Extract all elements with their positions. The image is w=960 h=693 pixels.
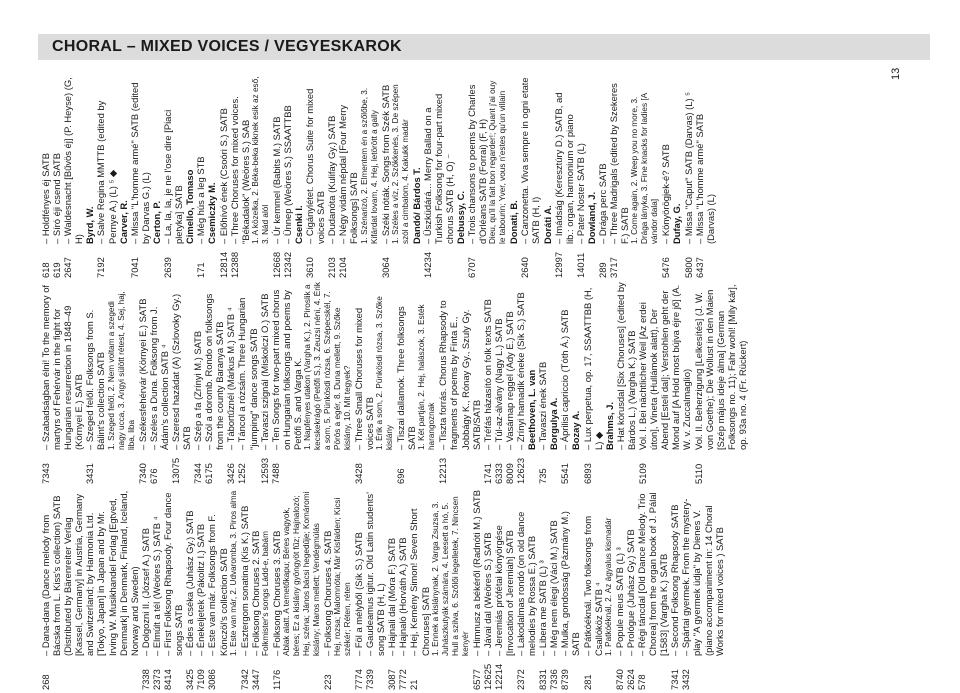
work-contents: 1. Két partján, 2. Hej, halászok, 3. Esték harangoznak — [417, 304, 437, 450]
catalog-entry — [660, 76, 671, 278]
catalog-number: 7340 — [136, 463, 148, 484]
catalog-number: 12388 — [228, 251, 240, 278]
catalog-entry — [559, 488, 581, 690]
work-title: – Tábortűznél (Márkus M.) SATB ⁴ — [225, 307, 237, 450]
catalog-number: 3717 — [608, 257, 620, 278]
catalog-number: 1741 — [481, 463, 493, 484]
catalog-entry — [137, 282, 148, 484]
work-title: – Folksong Choruses 2. SATB — [249, 530, 261, 656]
work-title: – Cigánylétet. Chorus Suite for mixed voices SATB — [304, 88, 327, 244]
catalog-number: 6437 — [693, 257, 705, 278]
catalog-number: 676 — [147, 468, 159, 484]
catalog-entry — [395, 282, 437, 484]
work-title: – Síró éji csend SATB — [51, 152, 63, 244]
work-title: – Áprilisi capriccio (Tóth Á.) SATB — [559, 309, 571, 450]
work-title: – Hej, Kemény Simon! Seven Short Choruses] SATB — [408, 508, 431, 656]
work-contents: Dieu, qu'il la fait bon regarder!; Quant j'ai ouy le tabourin; Yver, vous n'estes qu'un villain — [488, 80, 508, 244]
catalog-number: 12214 — [492, 663, 504, 690]
composer-heading: Csemiczky M. — [206, 182, 218, 244]
catalog-entry — [95, 76, 117, 278]
catalog-entry — [694, 76, 716, 278]
work-title: – Föl a mélyből (Sík S.) SATB — [352, 532, 364, 656]
catalog-column-1 — [40, 488, 725, 690]
catalog-entry — [84, 282, 136, 484]
catalog-entry — [637, 282, 692, 484]
catalog-entry — [236, 282, 258, 484]
composer-heading: Debussy, C. — [455, 191, 466, 244]
work-title: – Libera me SATB (L) ³ — [537, 560, 549, 656]
work-title: – Three Small Choruses for mixed voices SATB — [352, 307, 376, 450]
composer-heading: Carver, R. — [117, 200, 129, 244]
catalog-entry — [148, 282, 170, 484]
catalog-number: 171 — [195, 262, 207, 278]
catalog-entry — [203, 282, 225, 484]
work-contents: 1. Érik a som, 2. Pünkösdi rózsa, 3. Szőke kislány — [375, 296, 395, 450]
catalog-number: 2640 — [519, 257, 531, 278]
work-title: – Lakodalmas rondó (on old dance melodies by Rossa E.) SATB — [515, 511, 538, 656]
catalog-entry — [271, 488, 322, 690]
catalog-entry — [422, 76, 455, 278]
work-title: – Pater Noster SATB (L) — [574, 143, 586, 244]
catalog-number: 3431 — [84, 463, 96, 484]
catalog-number: 14234 — [421, 251, 433, 278]
catalog-number: 12997 — [552, 251, 564, 278]
work-title: – Tréfás házasító on folk texts SATB — [481, 299, 493, 450]
work-title: – Szép a fa (Zrínyi M.) SATB — [192, 330, 204, 450]
catalog-entry — [62, 76, 84, 278]
catalog-number: 6893 — [581, 463, 593, 484]
work-title: – Táncol a rózsám. Three Hungarian "jumping" dance songs SATB — [236, 297, 259, 450]
catalog-entry — [482, 282, 493, 484]
work-title: – Missa "L'homme armé" SATB (Darvas) (L) — [693, 113, 716, 244]
catalog-number: 5109 — [637, 463, 649, 484]
work-title: – Széles a Duna. Folksong from J. Ádám's collection SATB ⁴ — [147, 306, 170, 450]
catalog-entry — [437, 282, 481, 484]
catalog-entry — [192, 282, 203, 484]
work-contents: 1. Szénarizó, 2. Elmentem én a szőlőbe, 3. Kifárdat lovam, 4. Hej, letörött a gally — [359, 87, 379, 244]
catalog-number: 8740 — [613, 669, 625, 690]
catalog-number: 8739 — [559, 669, 571, 690]
work-title: – Székesfehérvár (Környei E.) SATB — [136, 298, 148, 450]
catalog-number: 6707 — [466, 257, 478, 278]
work-contents: 1. Szeged felől, 2. Nem voltam a szegedi nagy ucca, 3. Angyi sülött rétest, 4. Sej, haj, liba, liba — [106, 291, 136, 450]
catalog-number: 7339 — [364, 669, 376, 690]
catalog-entry — [326, 76, 337, 278]
catalog-entry — [515, 488, 537, 690]
work-title: – Hajnali dal (Móra F.) SATB — [386, 537, 398, 656]
catalog-entry — [129, 76, 151, 278]
work-title: – Tiszai dallamok. Three folksongs SATB — [395, 306, 418, 450]
catalog-number: 7336 — [548, 669, 560, 690]
catalog-entry — [364, 488, 386, 690]
catalog-entry — [482, 488, 493, 690]
work-title: – Édes a cséka (Juhász Gy.) SATB — [184, 510, 196, 656]
catalog-entry — [380, 76, 411, 278]
catalog-number: 1252 — [236, 463, 248, 484]
work-title: – Könyörögjek-é? SATB — [660, 144, 672, 244]
catalog-entry — [322, 488, 353, 690]
catalog-entry — [337, 76, 379, 278]
catalog-number: 281 — [581, 674, 593, 690]
composer-heading: Brahms, J. — [603, 402, 615, 450]
catalog-number: 696 — [395, 468, 407, 484]
work-title: – La, la, la, je ne l'ose dire [Piaci pletyka] SATB — [162, 109, 185, 244]
catalog-entry — [353, 282, 395, 484]
catalog-entry — [537, 488, 548, 690]
work-title: – Esztergom sonatina (Kis K.) SATB — [238, 505, 250, 656]
page-number: 13 — [890, 67, 902, 80]
catalog-number: 619 — [51, 262, 63, 278]
catalog-number: 14011 — [574, 252, 586, 278]
work-title: – Túl-az-álvány (Nagy L.) SATB — [492, 318, 504, 450]
catalog-entry — [151, 488, 162, 690]
catalog-number: 7344 — [192, 463, 204, 484]
catalog-number: 8009 — [503, 463, 515, 484]
composer-heading: Bozay A. — [570, 410, 582, 450]
catalog-number: 3064 — [379, 257, 391, 278]
work-title: – Hat kórusdal [Six Choruses] (edited by Bárdos L.) (Vargha K.) SATB — [614, 282, 637, 450]
catalog-entry — [40, 76, 51, 278]
work-title: – Dana-dana (Dance melody from Bácska from L. Kiss's collection) SATB (Distributed by Bärenreiter Verlag [Kassel, Germany] in Austria, Germany and Switzerland; by Harmonia Ltd. [Tokyo, Japan] in Japan and by Mr. Irving W. Musikhandel Forlag [Egtved, Denmark] in Denmark, Finland, Iceland, Norway and Sweden) — [40, 490, 140, 656]
work-title: – Tavaszi ének SATB — [537, 361, 549, 450]
work-contents: 1. Este van már, 2. Udvaromba, 3. Piros alma — [228, 490, 238, 656]
catalog-entry — [515, 282, 526, 484]
work-title: – Ten Songs for two-part mixed chorus on Hungarian folksongs and poems by Petőfi S. and Varga K. — [269, 289, 303, 450]
work-contents: 1. Patkóéknál, 2. Az ágyalus kismadár — [603, 517, 613, 656]
work-title: – Hajnaló (Horváth A.) SATB — [397, 537, 409, 656]
work-title: – Úr kemmel (Babits M.) SATB — [270, 116, 282, 244]
catalog-number: 12668 — [270, 251, 282, 278]
work-title: – Mulka, gondosság (Pázmány M.) SATB — [559, 511, 582, 656]
catalog-entry — [353, 488, 364, 690]
catalog-number: 3426 — [225, 463, 237, 484]
work-contents: 1. A közelka, 2. Béka-beka kiknek esik az eső, 3. Nád alól — [250, 76, 270, 244]
catalog-number: 2647 — [62, 257, 74, 278]
work-contents: 1. Széles a víz, 2. Szökkenés, 3. De szépen szól a cimbalom, 4. Kakukk madár — [390, 84, 410, 244]
catalog-entry — [195, 76, 206, 278]
work-title: – Popule meus SATB (L) ³ — [613, 547, 625, 656]
catalog-number: 2103 — [326, 257, 338, 278]
catalog-number: 5476 — [660, 257, 672, 278]
work-title: – Négy vidám népdal [Four Merry Folksongs] SATB — [337, 104, 360, 244]
catalog-entry — [270, 282, 353, 484]
work-title: – Jávai dal (Weöres S.) SATB — [481, 532, 493, 656]
catalog-entry — [615, 282, 637, 484]
catalog-entry — [582, 488, 614, 690]
catalog-number: 6333 — [492, 463, 504, 484]
catalog-entry — [548, 488, 559, 690]
catalog-entry — [250, 488, 271, 690]
catalog-number: 3086 — [206, 669, 218, 690]
catalog-number: 5110 — [692, 463, 704, 484]
catalog-number: 268 — [40, 674, 51, 690]
catalog-entry — [680, 488, 724, 690]
catalog-entry — [282, 76, 293, 278]
composer-heading: Doráti A. — [541, 205, 553, 244]
catalog-entry — [408, 488, 470, 690]
composer-heading: Dufay, G. — [671, 203, 683, 244]
composer-heading: Borgulya A. — [548, 397, 560, 450]
catalog-column-2 — [40, 282, 748, 484]
catalog-entry — [582, 282, 604, 484]
work-title: – Canzonetta. Viva sempre in ogni etate SATB (H, I) — [519, 77, 542, 244]
catalog-number: 3610 — [304, 257, 316, 278]
catalog-number: 618 — [40, 262, 51, 278]
composer-heading: Beethoven, L. van — [526, 369, 538, 450]
catalog-number: 7109 — [195, 669, 207, 690]
work-title: – Three Madrigals (edited by Szekeres F.) SATB — [608, 83, 631, 244]
catalog-number: 7338 — [139, 669, 151, 690]
work-title: – Missa "L'homme armé" SATB (edited by Darvas G.) (L) — [128, 82, 151, 244]
catalog-entry — [519, 76, 541, 278]
work-title: – Szeresd hazádat (A) (Szlovoky Gy.) SATB — [169, 293, 192, 450]
catalog-entry — [466, 76, 508, 278]
catalog-entry — [493, 488, 515, 690]
catalog-entry — [636, 488, 669, 690]
catalog-number: 7041 — [128, 257, 140, 278]
catalog-entry — [229, 76, 271, 278]
work-title: – Folksong Choruses 3. SATB — [270, 530, 282, 656]
catalog-number: 578 — [635, 674, 647, 690]
catalog-entry — [184, 488, 195, 690]
work-title: – Spártai gyermek. From the mystery-play "A gyermek üdja" by Dienes V. (piano accompaniment in: 14 Choral Works for mixed voices ) SATB — [680, 498, 725, 656]
catalog-number: 7192 — [95, 257, 107, 278]
catalog-number: 7774 — [352, 669, 364, 690]
work-title: – Himnusz a békéről (Radnóti M.) SATB — [470, 489, 482, 656]
page-title: CHORAL – MIXED VOICES / VEGYESKAROK — [52, 38, 402, 55]
catalog-entry — [471, 488, 482, 690]
work-title: – Énekeljetek (Pákolitz I.) SATB — [195, 523, 207, 656]
catalog-entry — [162, 488, 184, 690]
catalog-number: 2104 — [337, 257, 349, 278]
work-title: – Imádság (Keresztúry D.) SATB, ad lib.: organ, harmonium or piano — [552, 92, 575, 244]
catalog-number: 5541 — [559, 463, 571, 484]
work-contents: 1. Napfényes utakon (Vargha K.), 2. Piroslik a kecskekrágó (Petőfi S.), 3. Zeuzsi néni, 4. Érik a som, 5. Pünkösdi rózsa, 6. Szépecskél, 7. Pörös a egér, 8. Duna mellett, 9. Szőke kislány, 10. Mit tegyek? — [302, 282, 352, 450]
catalog-number: 3428 — [352, 463, 364, 484]
work-title: – Missa "Caput" SATB (Darvas) (L) ⁵ — [682, 91, 694, 244]
composer-heading: Dowland, J. — [585, 191, 597, 244]
work-title: Vol. II. Beherzigung [Lelkesítés] (J. W. von Goethe); Die Wollust in den Maien [Szép május ideje álma] (German Folksongs no. 11); Fahr wohl! [Mily kár], op. 93a no. 4 (Fr. Rückert) — [692, 284, 748, 450]
composer-heading: Cimello, Tomaso — [184, 169, 196, 244]
catalog-entry — [669, 488, 680, 690]
catalog-entry — [504, 282, 515, 484]
catalog-number: 7341 — [669, 669, 681, 690]
composer-heading: Certon, P. — [150, 200, 162, 244]
work-title: – Elmúlt a tél (Weöres S.) SATB ⁴ — [150, 516, 162, 656]
work-title: – Szabadságban élni! To the memory of martyrs of Fehérvár in the fight for Hungarian resurrection in 1848–49 (Környei E.) SATB — [40, 284, 85, 450]
catalog-entry — [559, 282, 570, 484]
catalog-entry — [608, 76, 660, 278]
catalog-entry — [693, 282, 748, 484]
catalog-number: 2372 — [515, 669, 526, 690]
catalog-entry — [304, 76, 326, 278]
catalog-entry — [51, 76, 62, 278]
catalog-number: 735 — [537, 468, 549, 484]
catalog-number: 6175 — [203, 463, 215, 484]
catalog-entry — [493, 282, 504, 484]
work-title: – Pátkóéknál. Two folksongs from Csallóköz SATB ⁴ — [581, 515, 604, 656]
work-title: – Jeremiás prófétai könyörgése [Invocation of Jeremiah] SATB — [492, 525, 515, 656]
catalog-number: 289 — [597, 262, 609, 278]
catalog-number: 12593 — [258, 457, 270, 484]
catalog-entry — [614, 488, 625, 690]
catalog-number: 12213 — [437, 457, 449, 484]
catalog-entry — [218, 76, 229, 278]
work-title: – Three Choruses for mixed voices. "Békadalok" (Weöres S.) SAB — [228, 96, 251, 244]
catalog-number: 5800 — [682, 257, 694, 278]
work-title: – Széki nóták. Songs from Szék SATB — [379, 84, 391, 244]
catalog-number: 223 — [321, 674, 333, 690]
work-contents: 1. Ennek a kislánynak, 2. Varga Zsuzsa, 3. Juhászkutyák számára, 4. Leesett a hó, 5. Hull a szilva, 6. Szőlői legelletek, 7. Nincsen kenyér — [430, 496, 470, 656]
catalog-number: 3432 — [680, 669, 692, 690]
catalog-entry — [271, 76, 282, 278]
catalog-number: 8414 — [162, 669, 174, 690]
catalog-number: 7488 — [269, 463, 281, 484]
catalog-entry — [397, 488, 408, 690]
catalog-number: 7342 — [238, 669, 250, 690]
catalog-entry — [386, 488, 397, 690]
work-title: – Lux perpetua, op. 17, SSAATTBB (H, L) ◆ — [581, 287, 604, 450]
catalog-number: 7343 — [40, 463, 51, 484]
catalog-entry — [683, 76, 694, 278]
work-title: – Szól a doromb. Rondo on folksongs from the county Baranya SATB — [203, 293, 226, 450]
work-title: – Tiszta forrás. Chorus Rhapsody to fragments of poems by Fínta E., Jobbágy K., Rónay Gy., Szuly Gy. SATB/SATB — [437, 300, 482, 450]
work-title: – Régi táncdal [Old Dance Melody. Trio Chorea] from the organ book of J. Pálal [1583] (Vargha K.) SATB — [635, 492, 670, 656]
work-contents: Ablak alatt. A temetőkapu; Béres vagyok, béres; Ez a kislány gyöngyöt fűz; Hajnalozó; Hej, széna; János bácsi hegedűje; Komáromi kislány; Maros mellett; Vendégmúlás — [281, 491, 321, 656]
catalog-number: 12623 — [515, 457, 526, 484]
catalog-entry — [162, 76, 184, 278]
work-title: – Dolgozni II. (József A.) SATB — [139, 528, 151, 656]
work-title: – Salve Regina MMTTB (edited by Pernye A.) (L) ⁵ ◆ — [95, 100, 118, 244]
work-title: – Még hús a leg STB — [195, 156, 207, 244]
catalog-number: 8331 — [537, 669, 549, 690]
work-title: – Holdfényes éj SATB — [40, 152, 51, 244]
catalog-number: 2639 — [162, 257, 174, 278]
work-title: – Waldesnacht [Bűvös éj] (P. Heyse) (G, H) — [62, 77, 85, 244]
catalog-number: 6577 — [470, 669, 482, 690]
work-title: – Üszküdárá... Merry Ballad on a Turkish Folksong for four-part mixed chorus SATB (H, O) ⁻ — [421, 93, 455, 244]
work-contents: 1. Come again, 2. Weep you no more, 3. Drága lányka, 3. Fine knacks for ladies [A vándor dala] — [630, 93, 660, 244]
work-title: – First Folksong Rhapsody. Four dance songs SATB — [162, 492, 185, 656]
work-title: – Szeged felől. Folksongs from S. Bálint's collection SATB — [84, 309, 107, 450]
catalog-number: 3425 — [184, 669, 196, 690]
composer-heading: Byrd, W. — [84, 206, 96, 244]
work-title: – Vasárnap reggel (Ady E.) SATB — [503, 311, 515, 450]
catalog-column-3 — [40, 76, 716, 278]
work-title: – Ünnep (Weöres S.) SSAATTBB — [281, 105, 293, 244]
work-title: – Dudanóta (Kulifay Gy.) SATB — [326, 115, 338, 244]
work-title: – Este van már. Folksongs from F. Könczöl's collection SATB — [206, 514, 229, 656]
catalog-entry — [40, 282, 84, 484]
catalog-entry — [597, 76, 608, 278]
catalog-number: 2373 — [150, 669, 162, 690]
work-title: – Trois chansons to poems by Charles d'Orléans SATB (Forrai) (F, H) — [466, 84, 489, 244]
catalog-number: 3447 — [249, 669, 261, 690]
work-contents: Hej, rozsa; Malomnóta; Már Kisfalden; Kicsi székér; Réten, réten — [332, 497, 352, 656]
work-title: – Előhívó ének (Csoóri S.) SATB — [217, 108, 229, 244]
catalog-number: 12342 — [281, 251, 293, 278]
catalog-entry — [259, 282, 270, 484]
catalog-number: 12814 — [217, 251, 229, 278]
catalog-entry — [575, 76, 586, 278]
catalog-entry — [40, 488, 140, 690]
catalog-number: 7772 — [397, 669, 409, 690]
work-title: – Drága perc SATB — [597, 163, 609, 244]
catalog-entry — [537, 282, 548, 484]
composer-heading: Dandó/ Bárdos T. — [410, 167, 422, 244]
work-title: – Prológue (Juhász Gy.) SATB — [624, 529, 636, 656]
composer-heading: Csenki I. — [292, 205, 304, 244]
catalog-entry — [206, 488, 238, 690]
work-title: – Zrínyi hamadik éneke (Sík S.) SATB — [515, 292, 526, 450]
catalog-body — [40, 67, 920, 690]
work-title: – Folksong Choruses 4. SATB — [321, 530, 333, 656]
catalog-number: 3087 — [386, 669, 398, 690]
catalog-entry — [225, 282, 236, 484]
catalog-number: 2624 — [624, 669, 636, 690]
work-title: – Tavaszi szignál (Miskolczi O.) SATB — [258, 293, 270, 450]
catalog-entry — [140, 488, 151, 690]
work-title: – Second Folksong Rhapsody SATB — [669, 504, 681, 656]
composer-heading: Donati, B. — [508, 200, 520, 244]
catalog-number: 1176 — [270, 669, 282, 690]
catalog-entry — [239, 488, 250, 690]
catalog-entry — [170, 282, 192, 484]
catalog-entry — [195, 488, 206, 690]
work-title: – Gaudeamus igitur. Old Latin students' song SATB (H, L) — [364, 492, 387, 656]
work-contents: Folkmister's songs Ládd-e, babám — [260, 531, 270, 656]
catalog-entry — [625, 488, 636, 690]
catalog-number: 13075 — [169, 457, 181, 484]
catalog-number: 21 — [408, 679, 420, 690]
catalog-number: 12625 — [481, 663, 493, 690]
work-title: – Még nem élegi (Váci M.) SATB — [548, 520, 560, 656]
catalog-entry — [553, 76, 575, 278]
work-title: Vol. I. Bei nächtlicher Weil [Az erdei úton], Vineta (Hullámok alatt), Der Abend [Esteli dal]; Verstohlen geht der Mond auf [A Hold most bújva éjre jő] (A. W. v. Zuccalmaglio) — [637, 284, 693, 450]
